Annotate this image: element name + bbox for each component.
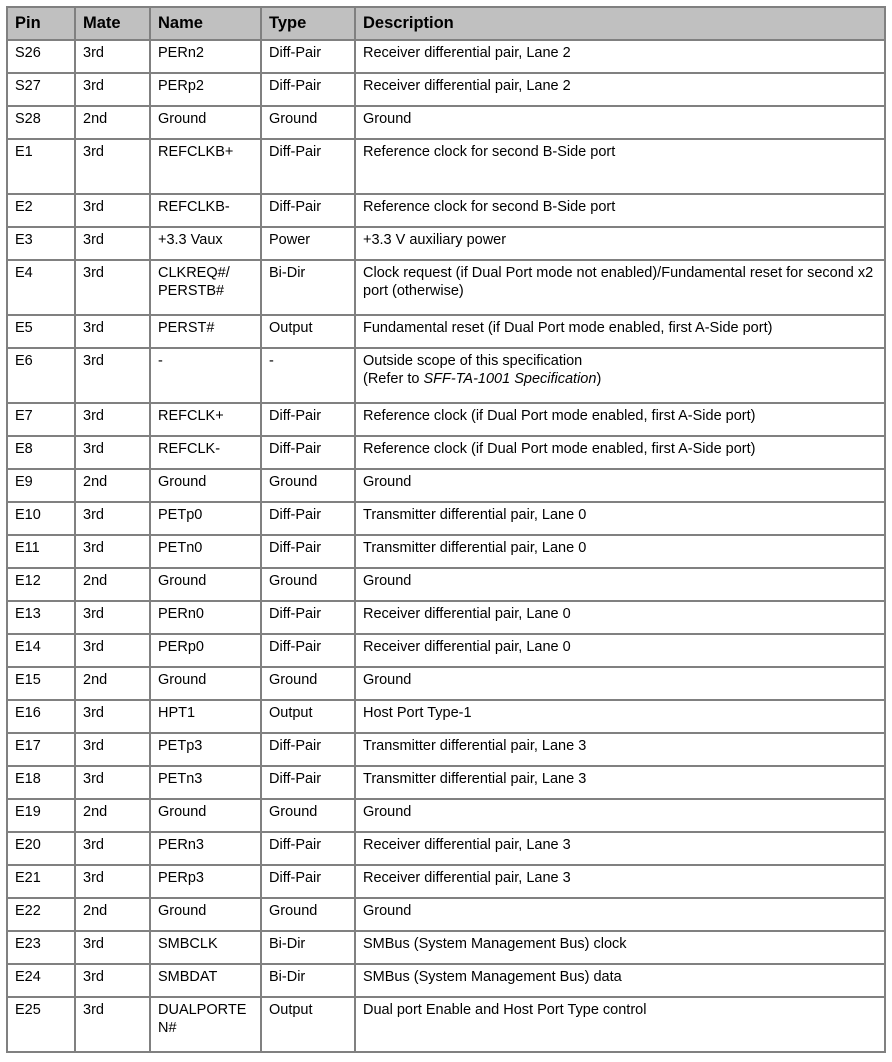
cell-pin: E8	[7, 436, 75, 469]
cell-pin: E16	[7, 700, 75, 733]
cell-name: REFCLKB-	[150, 194, 261, 227]
cell-description: Transmitter differential pair, Lane 3	[355, 733, 885, 766]
cell-type: Ground	[261, 469, 355, 502]
table-row	[7, 700, 885, 733]
cell-mate: 3rd	[75, 502, 150, 535]
cell-mate: 2nd	[75, 799, 150, 832]
table-row	[7, 601, 885, 634]
cell-description: Host Port Type-1	[355, 700, 885, 733]
cell-type: Ground	[261, 898, 355, 931]
cell-mate: 3rd	[75, 194, 150, 227]
cell-pin: E17	[7, 733, 75, 766]
table-row	[7, 931, 885, 964]
cell-description: Receiver differential pair, Lane 0	[355, 601, 885, 634]
table-row	[7, 139, 885, 194]
spec-reference: SFF-TA-1001 Specification	[423, 370, 597, 387]
cell-description: Transmitter differential pair, Lane 3	[355, 766, 885, 799]
cell-description: Reference clock for second B-Side port	[355, 194, 885, 227]
cell-description: Fundamental reset (if Dual Port mode enabled, first A-Side port)	[355, 315, 885, 348]
table-header-row	[7, 7, 885, 40]
cell-pin: E2	[7, 194, 75, 227]
table-row	[7, 315, 885, 348]
cell-pin: E14	[7, 634, 75, 667]
table-row	[7, 436, 885, 469]
column-header-description: Description	[355, 7, 885, 40]
table-row	[7, 40, 885, 73]
description-line	[363, 371, 877, 389]
table-header	[7, 7, 885, 40]
cell-pin: E3	[7, 227, 75, 260]
cell-description: Ground	[355, 667, 885, 700]
cell-mate: 2nd	[75, 667, 150, 700]
cell-name: PERn0	[150, 601, 261, 634]
table-body	[7, 40, 885, 1052]
cell-pin: S27	[7, 73, 75, 106]
cell-pin: E1	[7, 139, 75, 194]
table-row	[7, 403, 885, 436]
table-row	[7, 898, 885, 931]
cell-type: Ground	[261, 799, 355, 832]
column-header-mate: Mate	[75, 7, 150, 40]
cell-mate: 3rd	[75, 227, 150, 260]
cell-mate: 3rd	[75, 436, 150, 469]
cell-type: Diff-Pair	[261, 865, 355, 898]
cell-type: Diff-Pair	[261, 502, 355, 535]
cell-mate: 3rd	[75, 997, 150, 1052]
cell-pin: S28	[7, 106, 75, 139]
cell-description: Dual port Enable and Host Port Type control	[355, 997, 885, 1052]
cell-name: PETn3	[150, 766, 261, 799]
cell-pin: E6	[7, 348, 75, 403]
description-text: )	[596, 370, 602, 387]
cell-description: Receiver differential pair, Lane 0	[355, 634, 885, 667]
cell-mate: 2nd	[75, 898, 150, 931]
cell-name: PERST#	[150, 315, 261, 348]
cell-mate: 3rd	[75, 964, 150, 997]
cell-type: Diff-Pair	[261, 403, 355, 436]
cell-type: Bi-Dir	[261, 931, 355, 964]
cell-description: SMBus (System Management Bus) clock	[355, 931, 885, 964]
cell-name: HPT1	[150, 700, 261, 733]
cell-name: PERp0	[150, 634, 261, 667]
table-row	[7, 799, 885, 832]
cell-pin: E7	[7, 403, 75, 436]
cell-name: Ground	[150, 106, 261, 139]
cell-type: Diff-Pair	[261, 436, 355, 469]
cell-type: Bi-Dir	[261, 260, 355, 315]
cell-description: Ground	[355, 898, 885, 931]
cell-type: Ground	[261, 568, 355, 601]
cell-name: REFCLK-	[150, 436, 261, 469]
cell-pin: E20	[7, 832, 75, 865]
table-row	[7, 348, 885, 403]
cell-type: Power	[261, 227, 355, 260]
table-row	[7, 535, 885, 568]
cell-pin: E19	[7, 799, 75, 832]
cell-type: Diff-Pair	[261, 139, 355, 194]
cell-mate: 3rd	[75, 315, 150, 348]
cell-description: Transmitter differential pair, Lane 0	[355, 502, 885, 535]
cell-name: SMBDAT	[150, 964, 261, 997]
cell-pin: E9	[7, 469, 75, 502]
cell-type: Diff-Pair	[261, 40, 355, 73]
table-row	[7, 634, 885, 667]
table-row	[7, 194, 885, 227]
cell-mate: 3rd	[75, 700, 150, 733]
cell-description: Receiver differential pair, Lane 3	[355, 832, 885, 865]
cell-mate: 2nd	[75, 106, 150, 139]
cell-name: PETn0	[150, 535, 261, 568]
cell-mate: 3rd	[75, 634, 150, 667]
table-row	[7, 766, 885, 799]
cell-mate: 3rd	[75, 766, 150, 799]
cell-mate: 3rd	[75, 40, 150, 73]
table-row	[7, 997, 885, 1052]
column-header-pin: Pin	[7, 7, 75, 40]
cell-description: Ground	[355, 469, 885, 502]
cell-description: Transmitter differential pair, Lane 0	[355, 535, 885, 568]
table-row	[7, 568, 885, 601]
cell-pin: E10	[7, 502, 75, 535]
cell-description: Receiver differential pair, Lane 2	[355, 73, 885, 106]
pin-assignment-table	[6, 6, 886, 1053]
cell-mate: 2nd	[75, 568, 150, 601]
cell-name: Ground	[150, 667, 261, 700]
cell-description: Reference clock for second B-Side port	[355, 139, 885, 194]
cell-name: DUALPORTEN#	[150, 997, 261, 1052]
cell-type: Diff-Pair	[261, 73, 355, 106]
cell-mate: 3rd	[75, 931, 150, 964]
cell-description: Ground	[355, 568, 885, 601]
cell-mate: 3rd	[75, 348, 150, 403]
cell-mate: 3rd	[75, 139, 150, 194]
column-header-type: Type	[261, 7, 355, 40]
table-row	[7, 964, 885, 997]
table-row	[7, 733, 885, 766]
table-row	[7, 502, 885, 535]
cell-pin: E5	[7, 315, 75, 348]
cell-mate: 3rd	[75, 832, 150, 865]
table-row	[7, 832, 885, 865]
description-line: Outside scope of this specification	[363, 353, 583, 370]
description-text: (Refer to	[363, 370, 424, 387]
cell-description: Receiver differential pair, Lane 3	[355, 865, 885, 898]
table-row	[7, 469, 885, 502]
cell-name: REFCLK+	[150, 403, 261, 436]
cell-name: -	[150, 348, 261, 403]
cell-type: Diff-Pair	[261, 535, 355, 568]
cell-type: Diff-Pair	[261, 766, 355, 799]
cell-name: REFCLKB+	[150, 139, 261, 194]
table-row	[7, 667, 885, 700]
cell-pin: E21	[7, 865, 75, 898]
cell-name: CLKREQ#/ PERSTB#	[150, 260, 261, 315]
cell-name: SMBCLK	[150, 931, 261, 964]
cell-pin: E22	[7, 898, 75, 931]
cell-description: Ground	[355, 799, 885, 832]
cell-name: Ground	[150, 898, 261, 931]
cell-type: Diff-Pair	[261, 601, 355, 634]
cell-type: Diff-Pair	[261, 733, 355, 766]
cell-name: Ground	[150, 799, 261, 832]
cell-mate: 2nd	[75, 469, 150, 502]
cell-type: Output	[261, 997, 355, 1052]
cell-description: Reference clock (if Dual Port mode enabled, first A-Side port)	[355, 403, 885, 436]
cell-name: Ground	[150, 469, 261, 502]
cell-mate: 3rd	[75, 601, 150, 634]
cell-type: Output	[261, 700, 355, 733]
cell-pin: E11	[7, 535, 75, 568]
cell-mate: 3rd	[75, 403, 150, 436]
cell-mate: 3rd	[75, 733, 150, 766]
cell-name: PERp3	[150, 865, 261, 898]
cell-name: Ground	[150, 568, 261, 601]
cell-type: Diff-Pair	[261, 194, 355, 227]
cell-description: Clock request (if Dual Port mode not enabled)/Fundamental reset for second x2 port (otherwise)	[355, 260, 885, 315]
cell-description: Ground	[355, 106, 885, 139]
cell-description: +3.3 V auxiliary power	[355, 227, 885, 260]
cell-type: -	[261, 348, 355, 403]
table-row	[7, 106, 885, 139]
cell-pin: S26	[7, 40, 75, 73]
cell-name: PETp3	[150, 733, 261, 766]
cell-description: SMBus (System Management Bus) data	[355, 964, 885, 997]
cell-type: Bi-Dir	[261, 964, 355, 997]
cell-name: +3.3 Vaux	[150, 227, 261, 260]
table-row	[7, 227, 885, 260]
cell-description: Reference clock (if Dual Port mode enabled, first A-Side port)	[355, 436, 885, 469]
table-row	[7, 865, 885, 898]
table-row	[7, 73, 885, 106]
cell-name: PETp0	[150, 502, 261, 535]
cell-pin: E24	[7, 964, 75, 997]
column-header-name: Name	[150, 7, 261, 40]
cell-type: Diff-Pair	[261, 634, 355, 667]
cell-pin: E23	[7, 931, 75, 964]
cell-pin: E12	[7, 568, 75, 601]
cell-pin: E4	[7, 260, 75, 315]
table-row	[7, 260, 885, 315]
cell-pin: E13	[7, 601, 75, 634]
cell-mate: 3rd	[75, 73, 150, 106]
cell-type: Ground	[261, 106, 355, 139]
cell-mate: 3rd	[75, 535, 150, 568]
cell-name: PERn3	[150, 832, 261, 865]
cell-pin: E15	[7, 667, 75, 700]
cell-type: Ground	[261, 667, 355, 700]
cell-name: PERp2	[150, 73, 261, 106]
cell-mate: 3rd	[75, 865, 150, 898]
cell-description: Receiver differential pair, Lane 2	[355, 40, 885, 73]
cell-mate: 3rd	[75, 260, 150, 315]
cell-name: PERn2	[150, 40, 261, 73]
cell-description	[355, 348, 885, 403]
cell-type: Output	[261, 315, 355, 348]
cell-pin: E18	[7, 766, 75, 799]
cell-type: Diff-Pair	[261, 832, 355, 865]
cell-pin: E25	[7, 997, 75, 1052]
